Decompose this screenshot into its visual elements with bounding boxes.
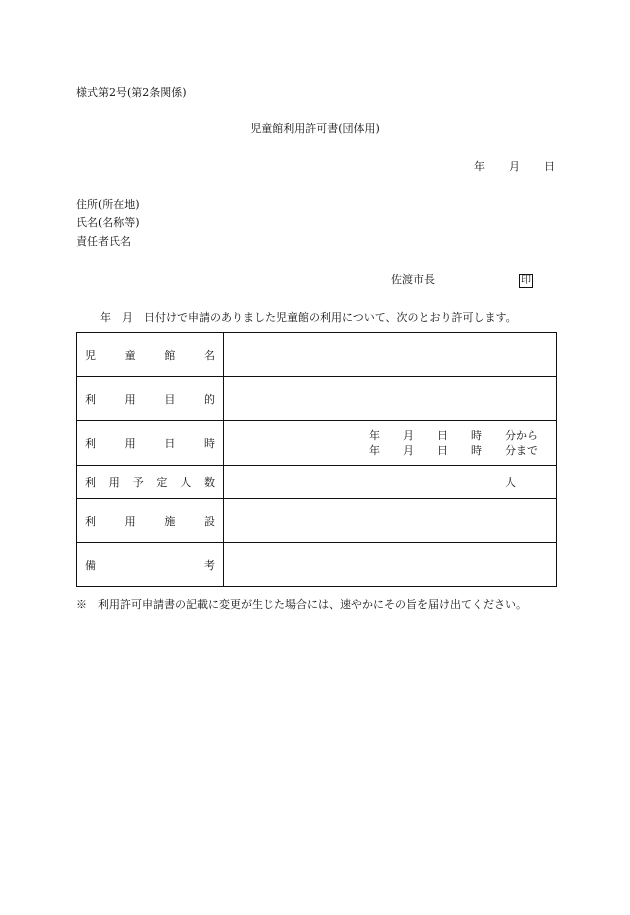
date-month: 月: [509, 160, 520, 173]
permit-table: [76, 332, 557, 587]
table-row: [77, 466, 557, 499]
datetime-value[interactable]: [224, 421, 557, 466]
issue-date: [474, 160, 555, 174]
facility-name-value[interactable]: [224, 333, 557, 377]
change-notice: ※ 利用許可申請書の記載に変更が生じた場合には、速やかにその旨を届け出てください。: [76, 598, 527, 611]
datetime-to: 年 月 日 時 分まで: [369, 444, 538, 457]
row-label-expected-persons: 利 用 予 定 人 数: [77, 466, 224, 499]
recipient-address-label: 住所(所在地): [76, 198, 140, 211]
purpose-value[interactable]: [224, 377, 557, 421]
table-row: [77, 499, 557, 543]
table-row: [77, 377, 557, 421]
datetime-from: 年 月 日 時 分から: [369, 429, 538, 442]
recipient-representative-label: 責任者氏名: [76, 235, 131, 248]
row-label-facility-name: 児 童 館 名: [77, 333, 224, 377]
seal-mark: [519, 273, 533, 288]
form-number: 様式第2号(第2条関係): [76, 86, 187, 99]
row-label-purpose: 利 用 目 的: [77, 377, 224, 421]
persons-unit: 人: [505, 476, 516, 489]
remarks-value[interactable]: [224, 543, 557, 587]
table-row: [77, 543, 557, 587]
permission-statement: 年 月 日付けで申請のありました児童館の利用について、次のとおり許可します。: [100, 311, 517, 324]
row-label-facility: 利 用 施 設: [77, 499, 224, 543]
facility-value[interactable]: [224, 499, 557, 543]
date-year: 年: [474, 160, 485, 173]
issuer-title: 佐渡市長: [391, 273, 435, 286]
table-row: [77, 333, 557, 377]
expected-persons-value[interactable]: [224, 466, 557, 499]
recipient-name-label: 氏名(名称等): [76, 216, 140, 229]
page-title: 児童館利用許可書(団体用): [250, 122, 380, 135]
date-day: 日: [544, 160, 555, 173]
row-label-datetime: 利 用 日 時: [77, 421, 224, 466]
seal-icon: 印: [521, 275, 531, 286]
row-label-remarks: 備 考: [77, 543, 224, 587]
table-row: [77, 421, 557, 466]
